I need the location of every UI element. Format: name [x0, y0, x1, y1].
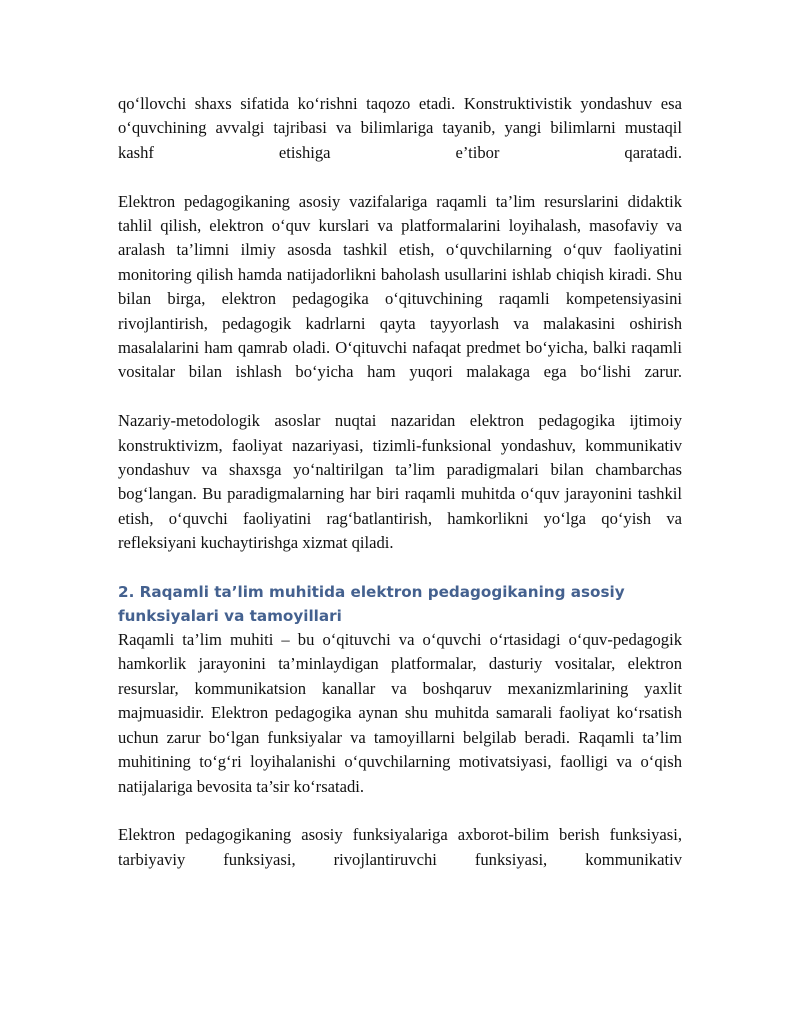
paragraph-constructivist-approach: qo‘llovchi shaxs sifatida ko‘rishni taqozo etadi. Konstruktivistik yondashuv esa o‘quvchining avvalgi tajribasi va bilimlariga tayanib, yangi bilimlarni mustaqil kashf etishiga e’tibor qaratadi.	[118, 94, 682, 162]
paragraph-main-tasks: Elektron pedagogikaning asosiy vazifalariga raqamli ta’lim resurslarini didaktik tahlil qilish, elektron o‘quv kurslari va platformalarini loyihalash, masofaviy va aralash ta’limni ilmiy asosda tashkil etish, o‘quvchilarning o‘quv faoliyatini monitoring qilish hamda natijadorlikni baholash usullarini ishlab chiqish kiradi. Shu bilan birga, elektron pedagogika o‘qituvchining raqamli kompetensiyasini rivojlantirish, pedagogik kadrlarni qayta tayyorlash va malakasini oshirish masalalarini ham qamrab oladi. O‘qituvchi nafaqat predmet bo‘yicha, balki raqamli vositalar bilan ishlash bo‘yicha ham yuqori malakaga ega bo‘lishi zarur.	[118, 191, 682, 382]
section-heading: 2. Raqamli ta’lim muhitida elektron pedagogikaning asosiy funksiyalari va tamoyillari	[118, 583, 625, 626]
paragraph-main-functions: Elektron pedagogikaning asosiy funksiyalariga axborot-bilim berish funksiyasi, tarbiyaviy funksiyasi, rivojlantiruvchi funksiyasi, kommunikativ	[118, 825, 682, 869]
document-page	[118, 92, 682, 897]
paragraph-digital-environment: Raqamli ta’lim muhiti – bu o‘qituvchi va o‘quvchi o‘rtasidagi o‘quv-pedagogik hamkorlik jarayonini ta’minlaydigan platformalar, dasturiy vositalar, elektron resurslar, kommunikatsion kanallar va boshqaruv mexanizmlarining yaxlit majmuasidir. Elektron pedagogika aynan shu muhitda samarali faoliyat ko‘rsatish uchun zarur bo‘lgan funksiyalar va tamoyillarni belgilab beradi. Raqamli ta’lim muhitining to‘g‘ri loyihalanishi o‘quvchilarning motivatsiyasi, faolligi va o‘qish natijalariga bevosita ta’sir ko‘rsatadi.	[118, 630, 682, 796]
paragraph-theoretical-foundations: Nazariy-metodologik asoslar nuqtai nazaridan elektron pedagogika ijtimoiy konstruktivizm, faoliyat nazariyasi, tizimli-funksional yondashuv, kommunikativ yondashuv va shaxsga yo‘naltirilgan ta’lim paradigmalari bilan chambarchas bog‘langan. Bu paradigmalarning har biri raqamli muhitda o‘quv jarayonini tashkil etish, o‘quvchi faoliyatini rag‘batlantirish, hamkorlikni yo‘lga qo‘yish va refleksiyani kuchaytirishga xizmat qiladi.	[118, 411, 682, 553]
